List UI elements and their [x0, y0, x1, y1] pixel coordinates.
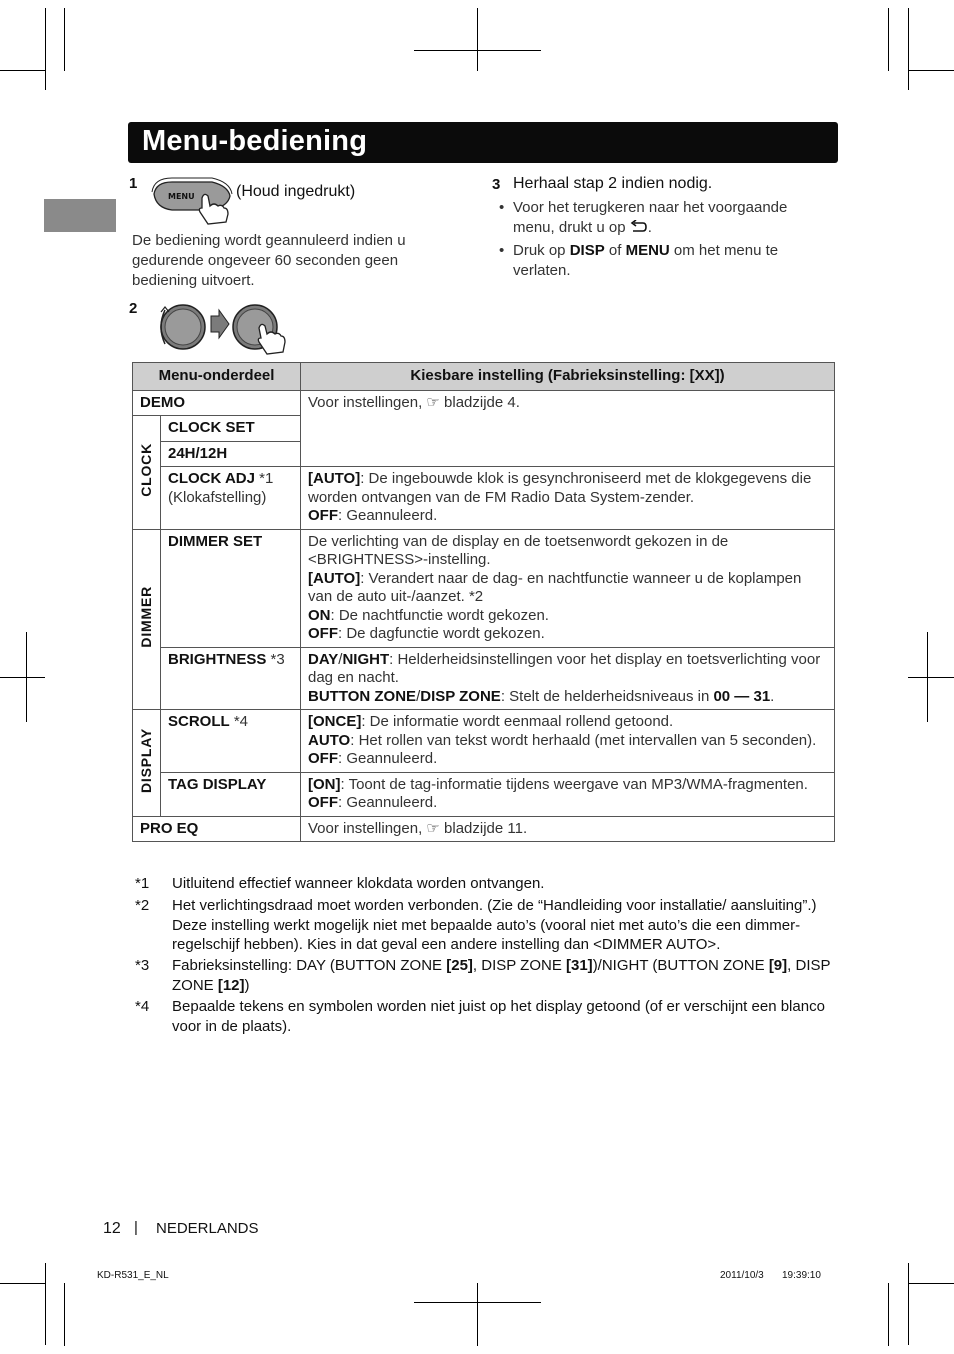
table-row-brightness: [133, 647, 835, 710]
item-pro-eq: PRO EQ: [133, 816, 301, 842]
table-row-demo: [133, 390, 835, 416]
table-row-clock-adj: [133, 467, 835, 530]
group-display: DISPLAY: [133, 710, 161, 817]
footer-language: NEDERLANDS: [156, 1220, 259, 1237]
footnote-1: *1 Uitluitend effectief wanneer klokdata worden ontvangen.: [135, 875, 545, 892]
item-demo: DEMO: [133, 390, 301, 416]
title-bar: [128, 122, 838, 163]
table-row-scroll: [133, 710, 835, 773]
control-dial-turn-push-icon: [155, 298, 297, 356]
return-icon: [630, 220, 648, 233]
header-menu-item: Menu-onderdeel: [133, 363, 301, 391]
item-dimmer-set: DIMMER SET: [161, 529, 301, 647]
desc-dimmer-set: De verlichting van de display en de toetsenwordt gekozen in de <BRIGHTNESS>-instelling. [AUTO]: Verandert naar de dag- en nachtfunctie wanneer u de koplampen van de auto uit-/aanzet. *2 ON: De nachtfunctie wordt gekozen. OFF: De dagfunctie wordt gekozen.: [301, 529, 835, 647]
item-clock-adj: CLOCK ADJ *1 (Klokafstelling): [161, 467, 301, 530]
page-number: 12: [103, 1220, 121, 1237]
menu-button-label: MENU: [168, 192, 195, 201]
step-2-number: 2: [129, 300, 138, 317]
page-title: Menu-bediening: [142, 125, 368, 157]
item-tag-display: TAG DISPLAY: [161, 772, 301, 816]
item-brightness: BRIGHTNESS *3: [161, 647, 301, 710]
step-1-number: 1: [129, 175, 138, 192]
item-scroll: SCROLL *4: [161, 710, 301, 773]
step-3-bullet-1: • Voor het terugkeren naar het voorgaande menu, drukt u op .: [499, 199, 788, 236]
table-row-tag-display: [133, 772, 835, 816]
desc-scroll: [ONCE]: De informatie wordt eenmaal rollend getoond. AUTO: Het rollen van tekst wordt herhaald (met intervallen van 5 seconden). OFF: Geannuleerd.: [301, 710, 835, 773]
desc-clock-adj: [AUTO]: De ingebouwde klok is gesynchroniseerd met de klokgegevens die worden ontvangen van de FM Radio Data System-zender. OFF: Geannuleerd.: [301, 467, 835, 530]
desc-demo: Voor instellingen, ☞ bladzijde 4.: [301, 390, 835, 467]
footnote-3: *3 Fabrieksinstelling: DAY (BUTTON ZONE [25], DISP ZONE [31])/NIGHT (BUTTON ZONE [9], DISP ZONE [12]): [135, 957, 831, 994]
table-header-row: [133, 363, 835, 391]
footnote-2: *2 Het verlichtingsdraad moet worden verbonden. (Zie de “Handleiding voor installatie/ aansluiting”.) Deze instelling werkt mogelijk niet met bepaalde auto’s (vooral niet met auto’s die een dimmer-regelschijf hebben). Kies in dat geval een andere instelling dan <DIMMER AUTO>.: [135, 897, 817, 953]
group-clock: CLOCK: [133, 416, 161, 530]
item-24h-12h: 24H/12H: [161, 441, 301, 467]
group-dimmer: DIMMER: [133, 529, 161, 710]
table-row-pro-eq: [133, 816, 835, 842]
language-side-tab: [44, 199, 116, 232]
footnote-4: *4 Bepaalde tekens en symbolen worden niet juist op het display getoond (of er verschijnt een blanco voor in de plaats).: [135, 998, 825, 1035]
bullet-1-text: Voor het terugkeren naar het voorgaande menu, drukt u op: [513, 199, 788, 236]
footer-separator: |: [134, 1219, 138, 1236]
step-3-text: Herhaal stap 2 indien nodig.: [513, 175, 713, 192]
table-row-dimmer-set: [133, 529, 835, 647]
print-date: 2011/10/3: [720, 1270, 764, 1281]
print-time: 19:39:10: [782, 1270, 821, 1281]
step-3-number: 3: [492, 176, 501, 193]
menu-settings-table: [132, 362, 835, 842]
hold-text: (Houd ingedrukt): [236, 183, 356, 200]
desc-tag-display: [ON]: Toont de tag-informatie tijdens weergave van MP3/WMA-fragmenten. OFF: Geannuleerd.: [301, 772, 835, 816]
header-setting: Kiesbare instelling (Fabrieksinstelling: [XX]): [301, 363, 835, 391]
document-code: KD-R531_E_NL: [97, 1270, 169, 1281]
step-1-note: De bediening wordt geannuleerd indien u gedurende ongeveer 60 seconden geen bediening uitvoert.: [132, 232, 406, 289]
item-clock-set: CLOCK SET: [161, 416, 301, 442]
desc-brightness: DAY/NIGHT: Helderheidsinstellingen voor het display en toetsverlichting voor dag en nacht. BUTTON ZONE/DISP ZONE: Stelt de helderheidsniveaus in 00 — 31.: [301, 647, 835, 710]
menu-button-press-icon: [150, 174, 236, 226]
step-3-bullet-2: • Druk op DISP of MENU om het menu te verlaten.: [499, 242, 779, 279]
desc-pro-eq: Voor instellingen, ☞ bladzijde 11.: [301, 816, 835, 842]
